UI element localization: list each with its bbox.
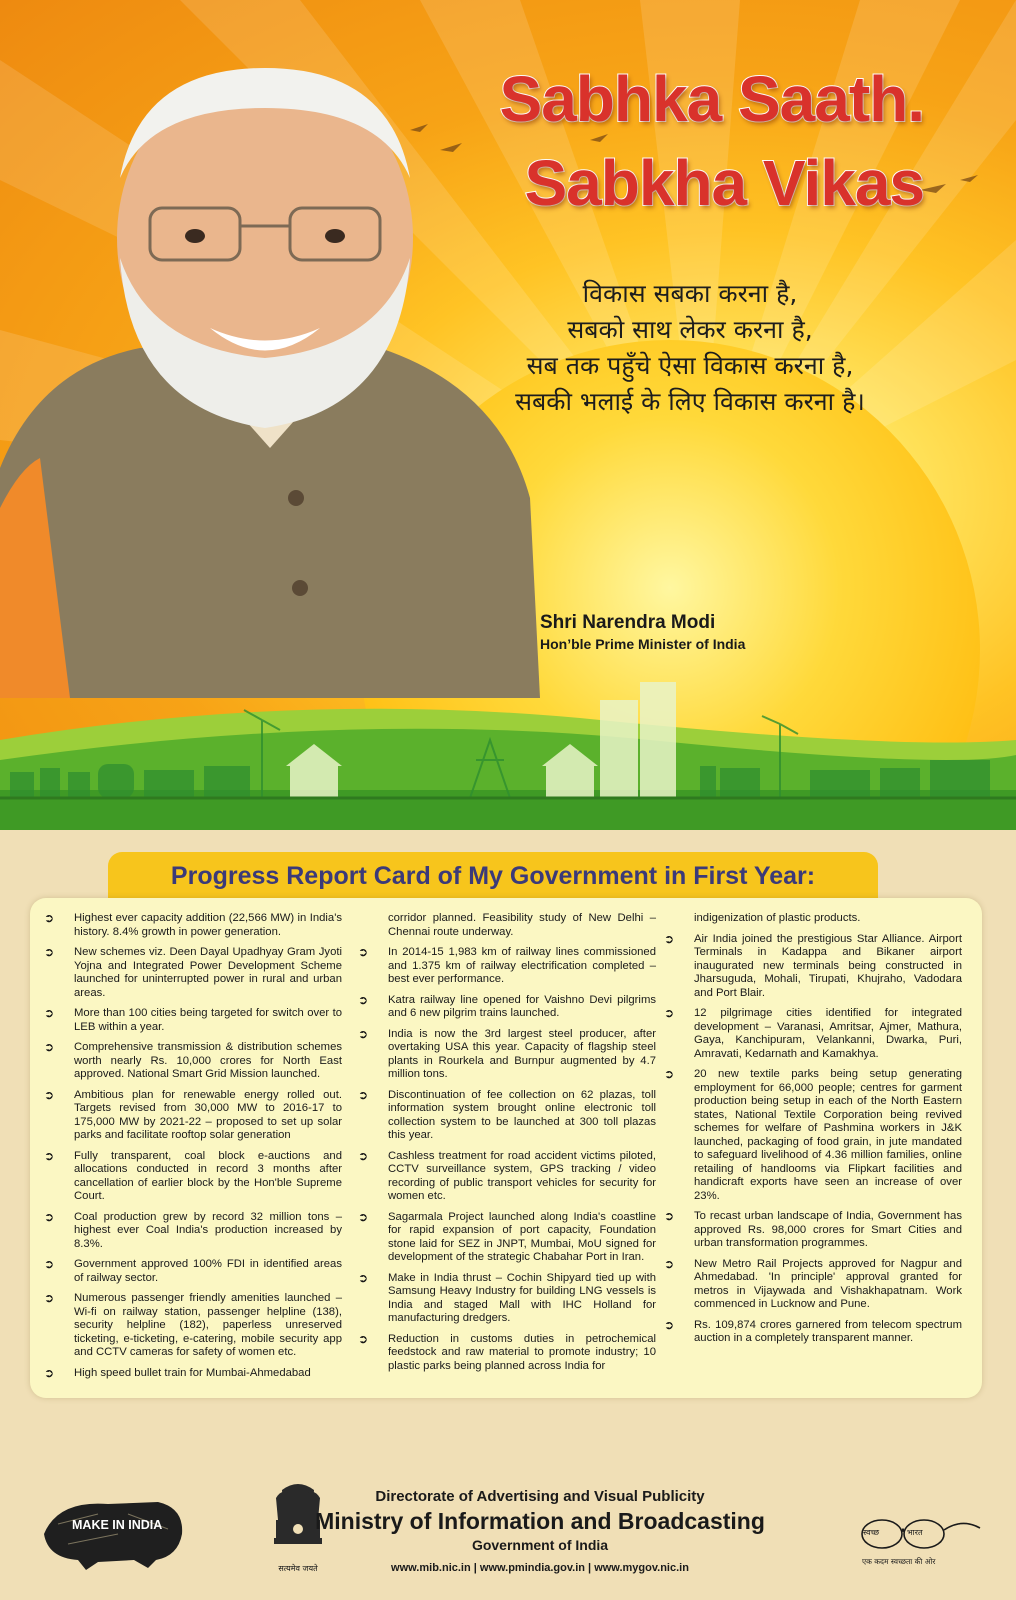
- right-arrow-icon: ➲: [664, 1317, 675, 1332]
- hindi-verse-line1: विकास सबका करना है,: [582, 279, 798, 308]
- list-item: ➲ 12 pilgrimage cities identified for integrated development – Varanasi, Amritsar, Ajmer, Mathura, Gaya, Kanchipuram, Velankanni, Dwarka, Puri, Amravati, Kedarnath and Kamakhya.: [664, 1006, 962, 1060]
- hindi-verse-line2: सबको साथ लेकर करना है,: [567, 315, 813, 344]
- report-column-1: [44, 912, 342, 1387]
- report-column-2: [358, 912, 656, 1380]
- right-arrow-icon: ➲: [664, 931, 675, 946]
- right-arrow-icon: ➲: [44, 1365, 55, 1380]
- list-item: ➲ New Metro Rail Projects approved for Nagpur and Ahmedabad. 'In principle' approval granted for metros in Vijaywada and Vishakhapatnam. Work commenced in Lucknow and Pune.: [664, 1256, 962, 1310]
- headline-line1: Sabhka Saath.: [499, 63, 924, 135]
- report-title: Progress Report Card of My Government in First Year:: [170, 862, 816, 890]
- right-arrow-icon: ➲: [44, 911, 55, 925]
- list-item: ➲ Highest ever capacity addition (22,566 MW) in India's history. 8.4% growth in power generation.: [44, 911, 342, 938]
- hindi-verse-line4: सबकी भलाई के लिए विकास करना है।: [515, 387, 865, 416]
- right-arrow-icon: ➲: [44, 945, 55, 959]
- list-item: ➲ Coal production grew by record 32 million tons – highest ever Coal India's production increased by 8.3%.: [44, 1209, 342, 1250]
- list-item: ➲ Fully transparent, coal block e-auctions and allocations conducted in record 3 months after cancellation of earlier block by the Hon'ble Supreme Court.: [44, 1148, 342, 1202]
- list-item: ➲ To recast urban landscape of India, Government has approved Rs. 98,000 crores for Smart Cities and urban transformation programmes.: [664, 1209, 962, 1249]
- bharat-text: भारत: [907, 1528, 923, 1537]
- right-arrow-icon: ➲: [358, 945, 369, 959]
- list-item: ➲ New schemes viz. Deen Dayal Upadhyay Gram Jyoti Yojna and Integrated Power Development Scheme launched for uninterrupted power in rural and urban areas.: [44, 945, 342, 999]
- pm-name: Shri Narendra Modi: [540, 612, 716, 633]
- right-arrow-icon: ➲: [44, 1209, 55, 1224]
- list-item: ➲ Government approved 100% FDI in identified areas of railway sector.: [44, 1257, 342, 1284]
- footer-ministry: Ministry of Information and Broadcasting: [315, 1508, 765, 1534]
- list-item: ➲ Reduction in customs duties in petrochemical feedstock and raw material to promote industry; 10 plastic parks being planned across India for: [358, 1331, 656, 1372]
- right-arrow-icon: ➲: [358, 1026, 369, 1041]
- swachh-tagline: एक कदम स्वच्छता की ओर: [862, 1557, 936, 1566]
- footer-websites: www.mib.nic.in | www.pmindia.gov.in | www.mygov.nic.in: [391, 1562, 689, 1574]
- make-in-india-lion-logo: [38, 1494, 188, 1570]
- list-item: ➲ High speed bullet train for Mumbai-Ahmedabad: [44, 1365, 311, 1380]
- right-arrow-icon: ➲: [44, 1087, 55, 1102]
- report-column-3: [664, 912, 962, 1353]
- right-arrow-icon: ➲: [44, 1148, 55, 1163]
- list-item: ➲ Numerous passenger friendly amenities launched – Wi-fi on railway station, passenger helpline (138), security helpline (182), paperless unreserved ticketing, e-ticketing, e-catering, mobile security app and CCTV cameras for safety of women etc.: [44, 1291, 342, 1358]
- right-arrow-icon: ➲: [44, 1006, 55, 1020]
- right-arrow-icon: ➲: [664, 1209, 675, 1223]
- list-item: ➲ 20 new textile parks being setup generating employment for 66,000 people; centres for garment production being setup in each of the North Eastern states, National Textile Corporation being revived schemes for welfare of Pashmina workers in J&K launched, packaging of food grain, in jute mandated to safeguard livelihood of 4.36 million families, online retailing of handlooms via Flipkart facilities and handicraft exports have seen an increase of over 23%.: [664, 1067, 962, 1202]
- hindi-verse-line3: सब तक पहुँचे ऐसा विकास करना है,: [526, 351, 854, 380]
- list-item: ➲ Ambitious plan for renewable energy rolled out. Targets revised from 30,000 MW to 2016-17 to 175,000 MW by 2021-22 – proposed to set up solar parks and facilitate rooftop solar generation: [44, 1087, 342, 1141]
- right-arrow-icon: ➲: [358, 1209, 369, 1224]
- development-skyline-icons: [0, 680, 1016, 810]
- list-item: ➲ Make in India thrust – Cochin Shipyard tied up with Samsung Heavy Industry for building LNG vessels is India and staged Mall with IHC Holland for manufacturing dredgers.: [358, 1270, 656, 1324]
- right-arrow-icon: ➲: [358, 1087, 369, 1102]
- right-arrow-icon: ➲: [664, 1067, 675, 1081]
- right-arrow-icon: ➲: [358, 992, 369, 1007]
- right-arrow-icon: ➲: [664, 1006, 675, 1020]
- right-arrow-icon: ➲: [358, 1331, 369, 1346]
- list-item-continuation: indigenization of plastic products.: [694, 912, 861, 924]
- right-arrow-icon: ➲: [358, 1148, 369, 1163]
- list-item: ➲ Rs. 109,874 crores garnered from telecom spectrum auction in a completely transparent manner.: [664, 1317, 962, 1344]
- emblem-motto: सत्यमेव जयते: [278, 1564, 318, 1573]
- list-item-continuation: corridor planned. Feasibility study of New Delhi – Chennai route underway.: [388, 912, 656, 938]
- list-item: ➲ India is now the 3rd largest steel producer, after overtaking USA this year. Capacity of flagship steel plants in Rourkela and Burnpur augmented by 4.7 million tons.: [358, 1026, 656, 1080]
- list-item: ➲ Comprehensive transmission & distribution schemes worth nearly Rs. 10,000 crores for North East approved. National Smart Grid Mission launched.: [44, 1040, 342, 1080]
- list-item: ➲ In 2014-15 1,983 km of railway lines commissioned and 1.375 km of railway electrification completed – best ever performance.: [358, 945, 656, 985]
- list-item: ➲ Sagarmala Project launched along India's coastline for rapid expansion of port capacity, Foundation stone laid for SEZ in JNPT, Mumbai, MoU signed for development of the strategic Chabahar Port in Iran.: [358, 1209, 656, 1263]
- list-item: ➲ Discontinuation of fee collection on 62 plazas, toll information system brought online electronic toll collection system to be launched at 300 toll plazas this year.: [358, 1087, 656, 1141]
- list-item: ➲ Cashless treatment for road accident victims piloted, CCTV surveillance system, GPS tracking / video recording of public transport vehicles for security for women etc.: [358, 1148, 656, 1202]
- make-in-india-text: MAKE IN INDIA: [72, 1518, 163, 1532]
- right-arrow-icon: ➲: [44, 1291, 55, 1305]
- list-item: ➲ More than 100 cities being targeted for switch over to LEB within a year.: [44, 1006, 342, 1033]
- right-arrow-icon: ➲: [664, 1256, 675, 1271]
- list-item: ➲ Katra railway line opened for Vaishno Devi pilgrims and 6 new pilgrim trains launched.: [358, 992, 656, 1019]
- list-item: ➲ Air India joined the prestigious Star Alliance. Airport Terminals in Kadappa and Bikaner airport inaugurated new terminals being constructed in Jharsuguda, Mohali, Tirupati, Khujraho, Vadodara and Port Blair.: [664, 931, 962, 999]
- right-arrow-icon: ➲: [358, 1270, 369, 1285]
- pm-title: Hon’ble Prime Minister of India: [540, 636, 746, 652]
- right-arrow-icon: ➲: [44, 1040, 55, 1054]
- footer-government: Government of India: [471, 1537, 609, 1553]
- swachh-text: स्वच्छ: [863, 1528, 880, 1537]
- footer-department: Directorate of Advertising and Visual Publicity: [375, 1488, 705, 1505]
- headline-line2: Sabkha Vikas: [524, 147, 924, 219]
- right-arrow-icon: ➲: [44, 1257, 55, 1271]
